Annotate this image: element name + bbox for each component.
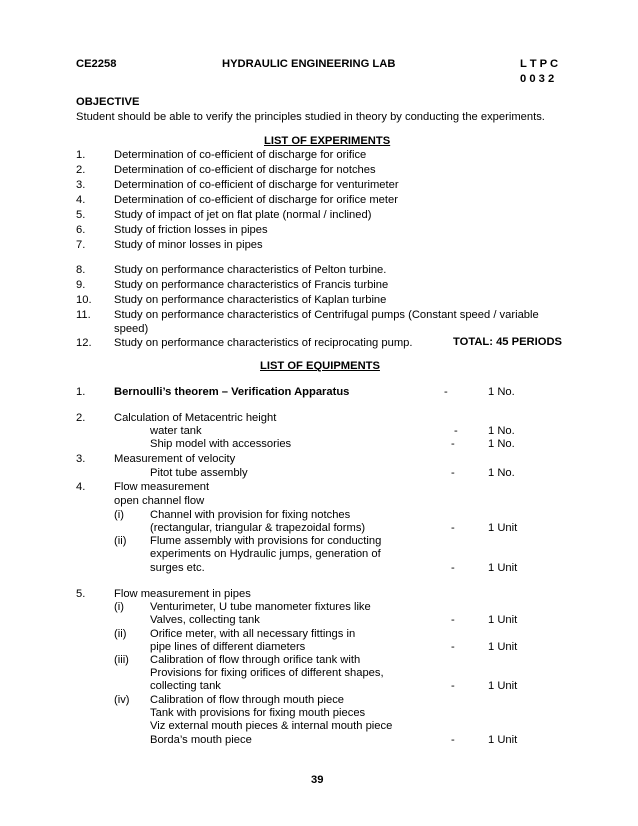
experiment-text: Study on performance characteristics of Kaplan turbine [114,294,387,306]
equipment-quantity: 1 Unit [488,680,518,692]
quantity-dash: - [451,438,455,450]
quantity-dash: - [451,562,455,574]
equipment-title: Bernoulli’s theorem – Verification Apparatus [114,386,350,398]
subitem-number: (i) [114,601,124,613]
experiment-number: 5. [76,209,86,221]
ltpc-values: 0 0 3 2 [520,73,555,85]
experiment-number: 7. [76,239,86,251]
equipment-title: Calculation of Metacentric height [114,412,277,424]
equipment-subitem: experiments on Hydraulic jumps, generation of [150,548,381,560]
equipment-subitem: (rectangular, triangular & trapezoidal forms) [150,522,366,534]
equipment-subitem: Calibration of flow through orifice tank with [150,654,361,666]
quantity-dash: - [451,467,455,479]
equipment-subitem: Calibration of flow through mouth piece [150,694,345,706]
quantity-dash: - [451,614,455,626]
ltpc-label: L T P C [520,58,559,70]
experiment-text: Study of minor losses in pipes [114,239,263,251]
equipment-quantity: 1 No. [488,425,515,437]
quantity-dash: - [451,734,455,746]
experiments-heading: LIST OF EXPERIMENTS [264,135,391,147]
equipment-subitem: Orifice meter, with all necessary fittings in [150,628,356,640]
equipment-title: Flow measurement [114,481,210,493]
equipment-quantity: 1 Unit [488,562,518,574]
subitem-number: (ii) [114,628,127,640]
equipment-quantity: 1 No. [488,467,515,479]
experiment-text-continued: speed) [114,323,149,335]
quantity-dash: - [444,386,448,398]
total-periods: TOTAL: 45 PERIODS [453,336,562,348]
equipment-subitem: Tank with provisions for fixing mouth pieces [150,707,366,719]
course-title: HYDRAULIC ENGINEERING LAB [222,58,396,70]
equipment-subitem: Venturimeter, U tube manometer fixtures like [150,601,371,613]
subitem-number: (iii) [114,654,129,666]
equipment-number: 3. [76,453,86,465]
experiment-number: 4. [76,194,86,206]
quantity-dash: - [451,680,455,692]
experiment-text: Study on performance characteristics of Francis turbine [114,279,389,291]
equipment-title: Flow measurement in pipes [114,588,251,600]
equipment-quantity: 1 Unit [488,641,518,653]
objective-text: Student should be able to verify the principles studied in theory by conducting the experiments. [76,111,545,123]
equipment-quantity: 1 No. [488,438,515,450]
equipment-subitem: Ship model with accessories [150,438,292,450]
experiment-text: Determination of co-efficient of discharge for notches [114,164,376,176]
equipment-quantity: 1 Unit [488,522,518,534]
equipment-subitem: water tank [150,425,202,437]
equipment-number: 2. [76,412,86,424]
equipment-subitem: pipe lines of different diameters [150,641,306,653]
experiment-text: Study of impact of jet on flat plate (normal / inclined) [114,209,372,221]
experiment-number: 3. [76,179,86,191]
quantity-dash: - [454,425,458,437]
quantity-dash: - [451,641,455,653]
equipment-subitem: Provisions for fixing orifices of different shapes, [150,667,384,679]
equipment-title: Measurement of velocity [114,453,236,465]
equipment-number: 5. [76,588,86,600]
experiment-number: 9. [76,279,86,291]
subitem-number: (ii) [114,535,127,547]
quantity-dash: - [451,522,455,534]
equipment-quantity: 1 Unit [488,614,518,626]
experiment-number: 8. [76,264,86,276]
equipment-subitem: Pitot tube assembly [150,467,248,479]
equipment-number: 1. [76,386,86,398]
experiment-number: 10. [76,294,92,306]
objective-heading: OBJECTIVE [76,96,140,108]
equipment-subitem: surges etc. [150,562,205,574]
equipment-subitem: Channel with provision for fixing notches [150,509,351,521]
course-code: CE2258 [76,58,117,70]
experiment-number: 6. [76,224,86,236]
equipments-heading: LIST OF EQUIPMENTS [260,360,380,372]
equipment-subitem: Valves, collecting tank [150,614,260,626]
equipment-quantity: 1 Unit [488,734,518,746]
experiment-number: 11. [76,309,91,321]
experiment-text: Study of friction losses in pipes [114,224,268,236]
equipment-subitem: collecting tank [150,680,221,692]
experiment-text: Study on performance characteristics of reciprocating pump. [114,337,413,349]
equipment-subtitle: open channel flow [114,495,205,507]
subitem-number: (i) [114,509,124,521]
experiment-number: 12. [76,337,92,349]
experiment-number: 2. [76,164,86,176]
equipment-quantity: 1 No. [488,386,515,398]
equipment-subitem: Viz external mouth pieces & internal mouth piece [150,720,393,732]
equipment-subitem: Borda’s mouth piece [150,734,252,746]
experiment-text: Determination of co-efficient of discharge for orifice [114,149,367,161]
equipment-number: 4. [76,481,86,493]
experiment-text: Determination of co-efficient of discharge for venturimeter [114,179,399,191]
experiment-number: 1. [76,149,86,161]
equipment-subitem: Flume assembly with provisions for conducting [150,535,382,547]
experiment-text: Determination of co-efficient of discharge for orifice meter [114,194,398,206]
experiment-text: Study on performance characteristics of Pelton turbine. [114,264,387,276]
subitem-number: (iv) [114,694,130,706]
experiment-text: Study on performance characteristics of Centrifugal pumps (Constant speed / variable [114,309,539,321]
page-number: 39 [311,774,324,786]
